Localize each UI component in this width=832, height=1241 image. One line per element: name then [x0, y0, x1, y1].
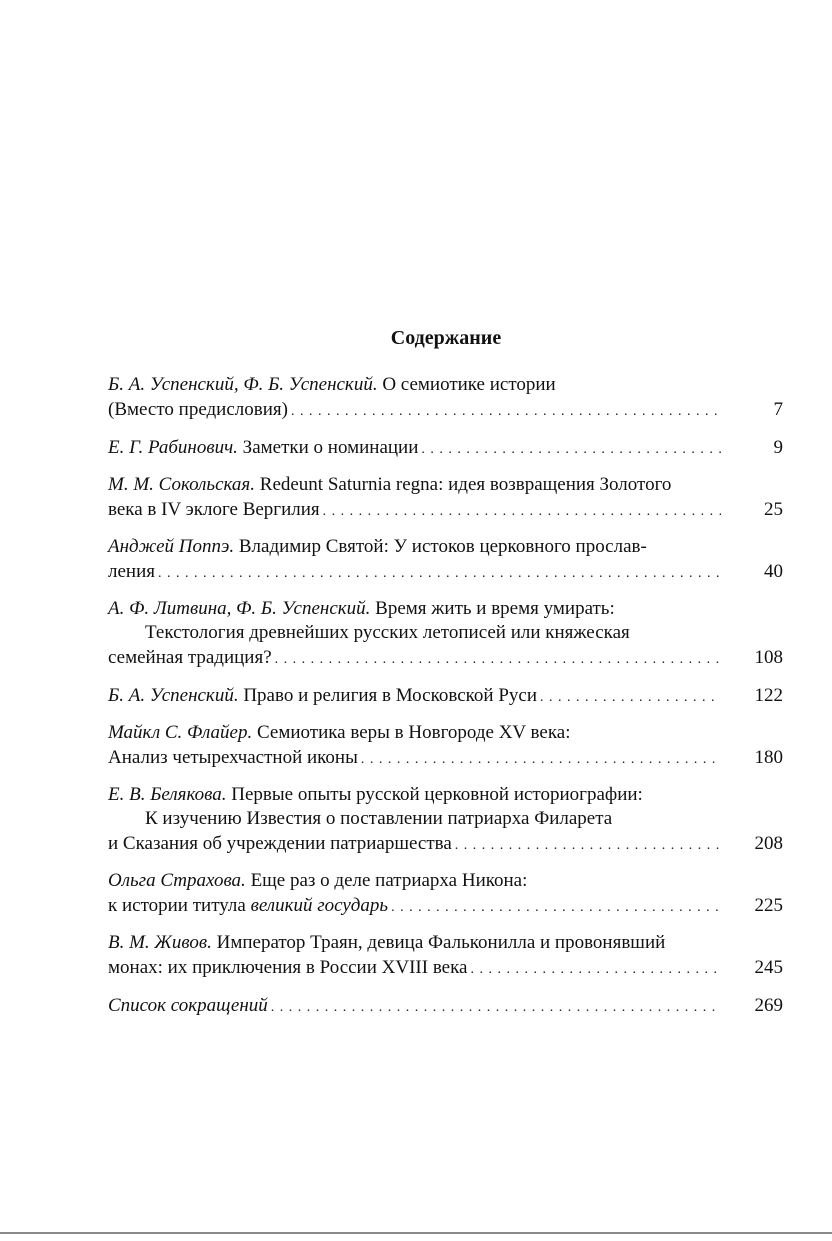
dot-leader	[455, 833, 721, 859]
toc-entry-line	[108, 373, 783, 397]
entry-title: Владимир Святой: У истоков церковного прослав-	[238, 536, 647, 557]
toc-entry-line	[108, 473, 783, 497]
entry-author: М. М. Сокольская.	[108, 474, 256, 495]
entry-title-cont: семейная традиция?	[108, 647, 272, 668]
entry-author: Майкл С. Флайер.	[108, 722, 253, 743]
toc-entry-last-line	[108, 993, 783, 1019]
entry-author: А. Ф. Литвина, Ф. Б. Успенский.	[108, 598, 371, 619]
toc-entry-uspensky-law[interactable]	[108, 683, 783, 709]
entry-title-cont: ления	[108, 561, 155, 582]
table-of-contents	[108, 373, 783, 1031]
toc-entry-litvina-uspensky[interactable]	[108, 597, 783, 671]
entry-title-text: к истории титула	[108, 895, 246, 916]
dot-leader	[323, 499, 721, 525]
dot-leader	[421, 437, 721, 463]
entry-title-cont: монах: их приключения в России XVIII века	[108, 957, 468, 978]
toc-entry-last-line	[108, 893, 783, 919]
toc-entry-zhivov[interactable]	[108, 931, 783, 981]
page-number: 9	[773, 437, 783, 458]
page-number: 108	[754, 647, 783, 668]
page-number: 225	[754, 895, 783, 916]
toc-entry-line	[108, 783, 783, 807]
toc-entry-last-line	[108, 683, 783, 709]
toc-entry-line	[108, 597, 783, 621]
toc-entry-line	[108, 721, 783, 745]
toc-entry-line	[108, 931, 783, 955]
page-number: 245	[754, 957, 783, 978]
dot-leader	[271, 995, 721, 1021]
toc-entry-flier[interactable]	[108, 721, 783, 771]
page-number: 7	[773, 399, 783, 420]
entry-title: Еще раз о деле патриарха Никона:	[250, 870, 528, 891]
entry-title: Время жить и время умирать:	[375, 598, 615, 619]
dot-leader	[471, 957, 722, 983]
toc-entry-line	[108, 869, 783, 893]
toc-entry-last-line	[108, 645, 783, 671]
toc-entry-last-line	[108, 831, 783, 857]
dot-leader	[361, 747, 721, 773]
entry-author: Б. А. Успенский.	[108, 685, 239, 706]
entry-title-middle: Текстология древнейших русских летописей или княжеская	[145, 622, 630, 643]
entry-author: Б. А. Успенский, Ф. Б. Успенский.	[108, 374, 378, 395]
page-number: 25	[764, 499, 783, 520]
entry-text	[108, 435, 418, 461]
entry-author: Е. В. Белякова.	[108, 784, 227, 805]
entry-title: Список сокращений	[108, 995, 268, 1016]
page-number: 208	[754, 833, 783, 854]
dot-leader	[540, 685, 721, 711]
dot-leader	[291, 399, 721, 425]
toc-entry-uspensky-semiotics[interactable]	[108, 373, 783, 423]
entry-author: Е. Г. Рабинович.	[108, 437, 238, 458]
entry-title: Семиотика веры в Новгороде XV века:	[256, 722, 571, 743]
toc-entry-last-line	[108, 559, 783, 585]
entry-title-cont	[108, 893, 388, 919]
entry-title-middle: К изучению Известия о поставлении патриарха Филарета	[145, 808, 613, 829]
page-number: 180	[754, 747, 783, 768]
entry-title-cont: Анализ четырехчастной иконы	[108, 747, 358, 768]
entry-title: Заметки о номинации	[242, 437, 419, 458]
page-number: 122	[754, 685, 783, 706]
entry-title: Первые опыты русской церковной историографии:	[231, 784, 643, 805]
entry-author: Анджей Поппэ.	[108, 536, 235, 557]
toc-entry-line	[108, 535, 783, 559]
page-number: 269	[754, 995, 783, 1016]
dot-leader	[158, 561, 721, 587]
toc-entry-last-line	[108, 745, 783, 771]
toc-entry-last-line	[108, 397, 783, 423]
entry-title-cont: (Вместо предисловия)	[108, 399, 288, 420]
dot-leader	[275, 647, 721, 673]
toc-entry-last-line	[108, 955, 783, 981]
entry-title-cont: века в IV эклоге Вергилия	[108, 499, 320, 520]
toc-entry-sokolskaya[interactable]	[108, 473, 783, 523]
entry-title: О семиотике истории	[382, 374, 556, 395]
dot-leader	[391, 895, 721, 921]
entry-author: Ольга Страхова.	[108, 870, 246, 891]
toc-entry-poppe[interactable]	[108, 535, 783, 585]
entry-title-emphasis: великий государь	[250, 895, 389, 916]
toc-entry-rabinovich[interactable]	[108, 435, 783, 461]
entry-title: Император Траян, девица Фальконилла и провонявший	[216, 932, 666, 953]
toc-entry-last-line	[108, 497, 783, 523]
toc-entry-belyakova[interactable]	[108, 783, 783, 857]
page-edge-divider	[0, 1232, 832, 1234]
page-title: Содержание	[390, 327, 502, 349]
toc-entry-strakhova[interactable]	[108, 869, 783, 919]
entry-author: В. М. Живов.	[108, 932, 212, 953]
entry-text	[108, 683, 537, 709]
toc-entry-last-line	[108, 435, 783, 461]
entry-title: Redeunt Saturnia regna: идея возвращения Золотого	[259, 474, 672, 495]
page-number: 40	[764, 561, 783, 582]
toc-entry-abbreviations[interactable]	[108, 993, 783, 1019]
entry-title: Право и религия в Московской Руси	[243, 685, 537, 706]
entry-title-cont: и Сказания об учреждении патриаршества	[108, 833, 452, 854]
